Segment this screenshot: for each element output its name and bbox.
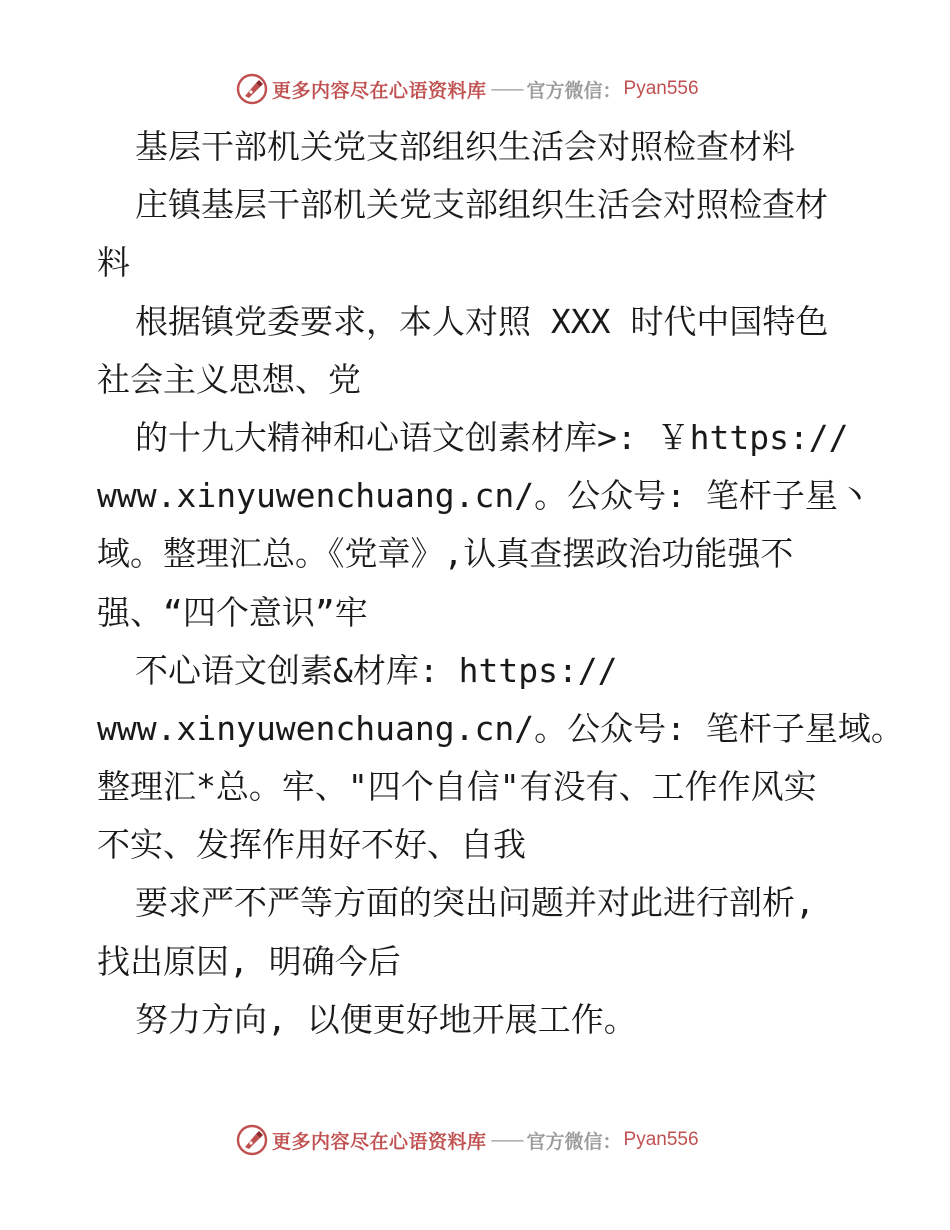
header-banner xyxy=(236,72,699,106)
paragraph-line: 根据镇党委要求，本人对照 XXX 时代中国特色 xyxy=(135,301,829,341)
pen-nib-logo-icon xyxy=(236,73,268,105)
banner-dash: —— xyxy=(490,1129,523,1151)
paragraph-line: 的十九大精神和心语文创素材库>: ￥https:// xyxy=(135,417,849,457)
paragraph-line: 域。整理汇总。《党章》,认真查摆政治功能强不 xyxy=(97,534,794,574)
footer-banner xyxy=(236,1123,699,1157)
banner-wechat-label: 官方微信： xyxy=(526,79,622,102)
paragraph-line: www.xinyuwenchuang.cn/。公众号: 笔杆子星域。 xyxy=(97,708,904,748)
document-title: 基层干部机关党支部组织生活会对照检查材料 xyxy=(135,127,795,166)
paragraph-line: 要求严不严等方面的突出问题并对此进行剖析, xyxy=(135,883,815,923)
paragraph-line: 强、“四个意识”牢 xyxy=(97,592,368,632)
paragraph-line: 不实、发挥作用好不好、自我 xyxy=(97,825,526,865)
banner-text: 更多内容尽在心语资料库 xyxy=(272,79,487,102)
banner-wechat-label: 官方微信： xyxy=(526,1130,622,1153)
banner-wechat-id: Pyan556 xyxy=(623,1129,699,1150)
paragraph-line: 努力方向, 以便更好地开展工作。 xyxy=(135,999,637,1039)
paragraph-line: 不心语文创素&材库: https:// xyxy=(135,650,618,690)
banner-text: 更多内容尽在心语资料库 xyxy=(272,1130,487,1153)
paragraph-line: www.xinyuwenchuang.cn/。公众号: 笔杆子星丶 xyxy=(97,476,871,516)
paragraph-line: 整理汇*总。牢、"四个自信"有没有、工作作风实 xyxy=(97,767,817,807)
document-body xyxy=(97,118,904,1049)
document-subtitle-cont: 料 xyxy=(97,243,130,283)
paragraph-line: 找出原因, 明确今后 xyxy=(97,941,401,981)
pen-nib-logo-icon xyxy=(236,1124,268,1156)
document-subtitle: 庄镇基层干部机关党支部组织生活会对照检查材 xyxy=(135,185,828,225)
paragraph-line: 社会主义思想、党 xyxy=(97,359,361,399)
banner-wechat-id: Pyan556 xyxy=(623,78,699,99)
banner-dash: —— xyxy=(490,78,523,100)
